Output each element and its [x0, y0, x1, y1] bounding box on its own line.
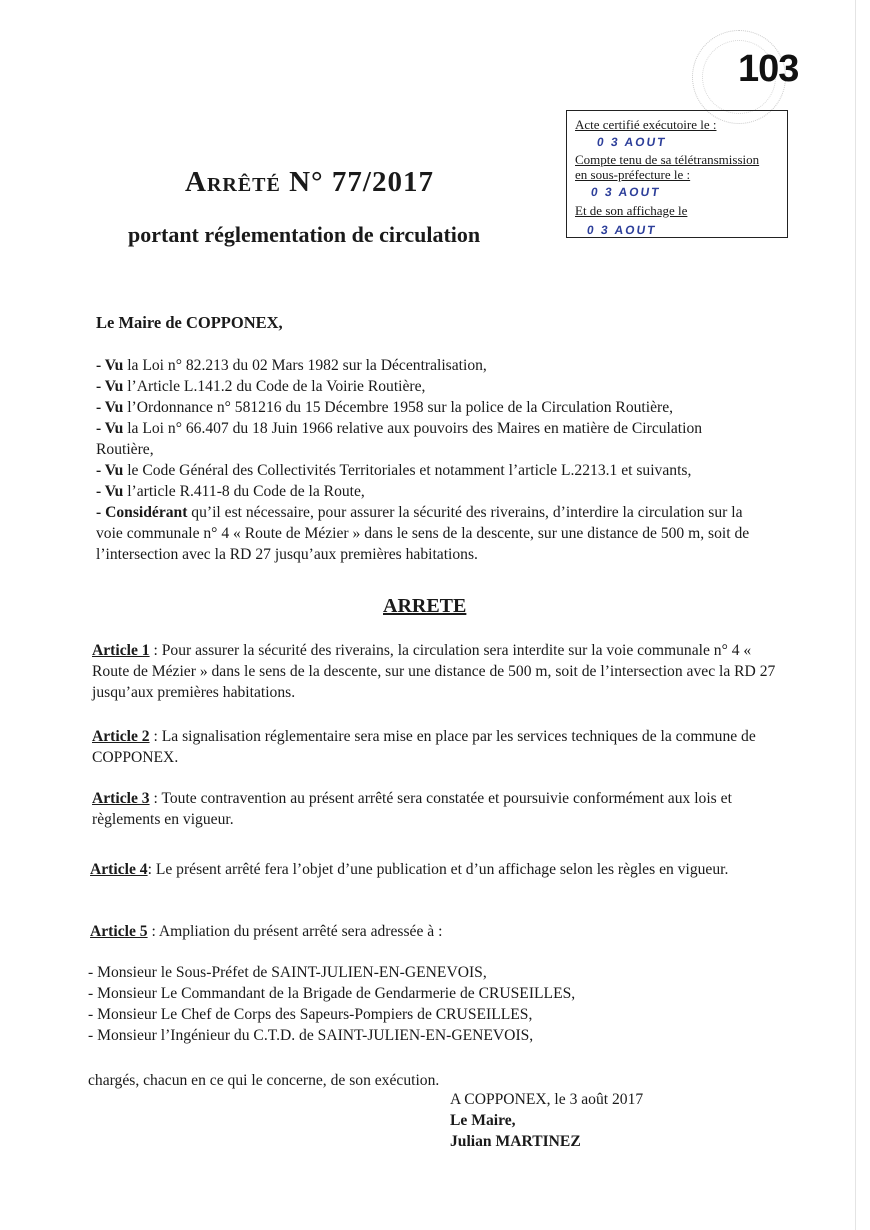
vu-lead: - Vu [96, 357, 124, 374]
vu-item [96, 418, 756, 460]
vu-lead: - Vu [96, 483, 124, 500]
signature-name: Julian MARTINEZ [450, 1133, 581, 1150]
article-3 [92, 788, 782, 830]
vu-lead: - Vu [96, 462, 124, 479]
vu-item [96, 460, 756, 481]
document-subtitle: portant réglementation de circulation [128, 222, 481, 247]
vu-item [96, 481, 756, 502]
vu-item [96, 355, 756, 376]
recipient-item: - Monsieur Le Chef de Corps des Sapeurs-Pompiers de CRUSEILLES, [88, 1006, 533, 1023]
vu-text: l’Article L.141.2 du Code de la Voirie Routière, [123, 378, 426, 395]
recipient-item: - Monsieur Le Commandant de la Brigade de Gendarmerie de CRUSEILLES, [88, 985, 576, 1002]
vu-text: la Loi n° 66.407 du 18 Juin 1966 relative aux pouvoirs des Maires en matière de Circulation Routière, [96, 420, 703, 458]
cert-line-teletransmission: Compte tenu de sa télétransmission [575, 152, 760, 167]
date-stamp-1: 0 3 AOUT [596, 135, 668, 149]
article-separator: : [149, 790, 162, 807]
article-separator: : [147, 923, 159, 940]
article-separator: : [149, 728, 162, 745]
article-4 [90, 859, 780, 880]
article-separator: : [147, 861, 156, 878]
recipient-list [88, 962, 778, 1046]
vu-lead: - Vu [96, 420, 124, 437]
article-label: Article 5 [90, 923, 148, 940]
cert-line-affichage: Et de son affichage le [575, 203, 688, 218]
article-label: Article 1 [92, 642, 150, 659]
considerant-item [96, 502, 756, 565]
page-edge-line [855, 0, 856, 1230]
vu-text: l’article R.411-8 du Code de la Route, [123, 483, 365, 500]
recipient-item: - Monsieur le Sous-Préfet de SAINT-JULIEN-EN-GENEVOIS, [88, 964, 487, 981]
article-text: Toute contravention au présent arrêté sera constatée et poursuivie conformément aux lois et règlements en vigueur. [92, 790, 732, 828]
article-1 [92, 640, 782, 703]
vu-lead: - Vu [96, 378, 124, 395]
vu-text: le Code Général des Collectivités Territoriales et notamment l’article L.2213.1 et suivants, [123, 462, 692, 479]
article-5 [90, 921, 780, 942]
vu-item [96, 397, 756, 418]
article-text: Ampliation du présent arrêté sera adressée à : [158, 923, 443, 940]
article-separator: : [149, 642, 162, 659]
article-label: Article 2 [92, 728, 150, 745]
document-title: Arrêté N° 77/2017 [185, 166, 434, 198]
arrete-heading: ARRETE [383, 595, 467, 617]
vu-text: l’Ordonnance n° 581216 du 15 Décembre 1958 sur la police de la Circulation Routière, [123, 399, 674, 416]
article-2 [92, 726, 782, 768]
article-text: Pour assurer la sécurité des riverains, la circulation sera interdite sur la voie communale n° 4 « Route de Mézier » dans le sens de la descente, sur une distance de 500 m, soit de l’intersection avec la RD 27 jusqu’aux premières habitations. [92, 642, 776, 701]
signature-role: Le Maire, [450, 1112, 516, 1129]
cert-line-sous-prefecture: en sous-préfecture le : [575, 167, 691, 182]
considerant-lead: - Considérant [96, 504, 188, 521]
vu-list [96, 355, 756, 565]
article-label: Article 3 [92, 790, 150, 807]
date-stamp-3: 0 3 AOUT [586, 223, 658, 237]
recipient-item: - Monsieur l’Ingénieur du C.T.D. de SAINT-JULIEN-EN-GENEVOIS, [88, 1027, 534, 1044]
mayor-intro: Le Maire de COPPONEX, [96, 313, 283, 332]
vu-lead: - Vu [96, 399, 124, 416]
page-number: 103 [738, 48, 799, 90]
cert-line-executoire: Acte certifié exécutoire le : [575, 117, 717, 132]
date-stamp-2: 0 3 AOUT [590, 185, 662, 199]
closing-line: chargés, chacun en ce qui le concerne, de son exécution. [88, 1072, 440, 1089]
article-label: Article 4 [90, 861, 148, 878]
article-text: La signalisation réglementaire sera mise en place par les services techniques de la commune de COPPONEX. [92, 728, 756, 766]
signature-place-date: A COPPONEX, le 3 août 2017 [450, 1091, 644, 1108]
considerant-text: qu’il est nécessaire, pour assurer la sécurité des riverains, d’interdire la circulation sur la voie communale n° 4 « Route de Mézier » dans le sens de la descente, sur une distance de 500 m, soit de l’intersection avec la RD 27 jusqu’aux premières habitations. [96, 504, 750, 563]
article-text: Le présent arrêté fera l’objet d’une publication et d’un affichage selon les règles en vigueur. [155, 861, 729, 878]
vu-item [96, 376, 756, 397]
certification-box [566, 110, 788, 238]
vu-text: la Loi n° 82.213 du 02 Mars 1982 sur la Décentralisation, [123, 357, 487, 374]
